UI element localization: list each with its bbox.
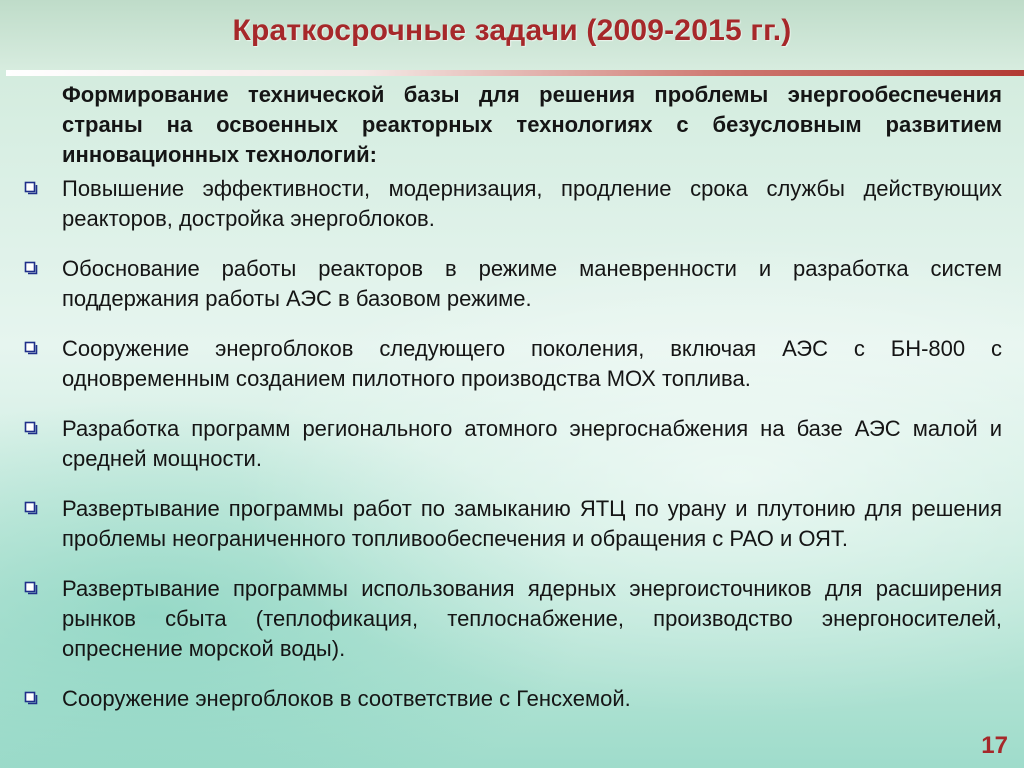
bullet-text: Сооружение энергоблоков следующего поколения, включая АЭС с БН-800 с одновременным созданием пилотного производства МОХ топлива.: [62, 336, 1002, 391]
hollow-square-checkbox-icon: [24, 341, 38, 355]
hollow-square-checkbox-icon: [24, 421, 38, 435]
page-number: 17: [981, 732, 1008, 759]
slide-content: [22, 80, 1002, 714]
bullet-text: Повышение эффективности, модернизация, продление срока службы действующих реакторов, достройка энергоблоков.: [62, 176, 1002, 231]
bullet-text: Обоснование работы реакторов в режиме маневренности и разработка систем поддержания работы АЭС в базовом режиме.: [62, 256, 1002, 311]
bullet-item: [22, 684, 1002, 714]
hollow-square-checkbox-icon: [24, 261, 38, 275]
hollow-square-checkbox-icon: [24, 691, 38, 705]
bullet-text: Развертывание программы использования ядерных энергоисточников для расширения рынков сбыта (теплофикация, теплоснабжение, производство энергоносителей, опреснение морской воды).: [62, 576, 1002, 661]
intro-paragraph: Формирование технической базы для решения проблемы энергообеспечения страны на освоенных реакторных технологиях с безусловным развитием инновационных технологий:: [62, 82, 1002, 167]
bullet-list: [22, 174, 1002, 714]
bullet-item: [22, 174, 1002, 234]
bullet-item: [22, 334, 1002, 394]
hollow-square-checkbox-icon: [24, 501, 38, 515]
bullet-item: [22, 414, 1002, 474]
bullet-text: Развертывание программы работ по замыканию ЯТЦ по урану и плутонию для решения проблемы неограниченного топливообеспечения и обращения с РАО и ОЯТ.: [62, 496, 1002, 551]
bullet-text: Разработка программ регионального атомного энергоснабжения на базе АЭС малой и средней мощности.: [62, 416, 1002, 471]
hollow-square-checkbox-icon: [24, 181, 38, 195]
bullet-item: [22, 574, 1002, 664]
bullet-item: [22, 494, 1002, 554]
bullet-item: [22, 254, 1002, 314]
bullet-text: Сооружение энергоблоков в соответствие с Генсхемой.: [62, 686, 631, 711]
title-divider: [6, 70, 1024, 76]
slide-title: Краткосрочные задачи (2009-2015 гг.): [232, 14, 792, 47]
hollow-square-checkbox-icon: [24, 581, 38, 595]
